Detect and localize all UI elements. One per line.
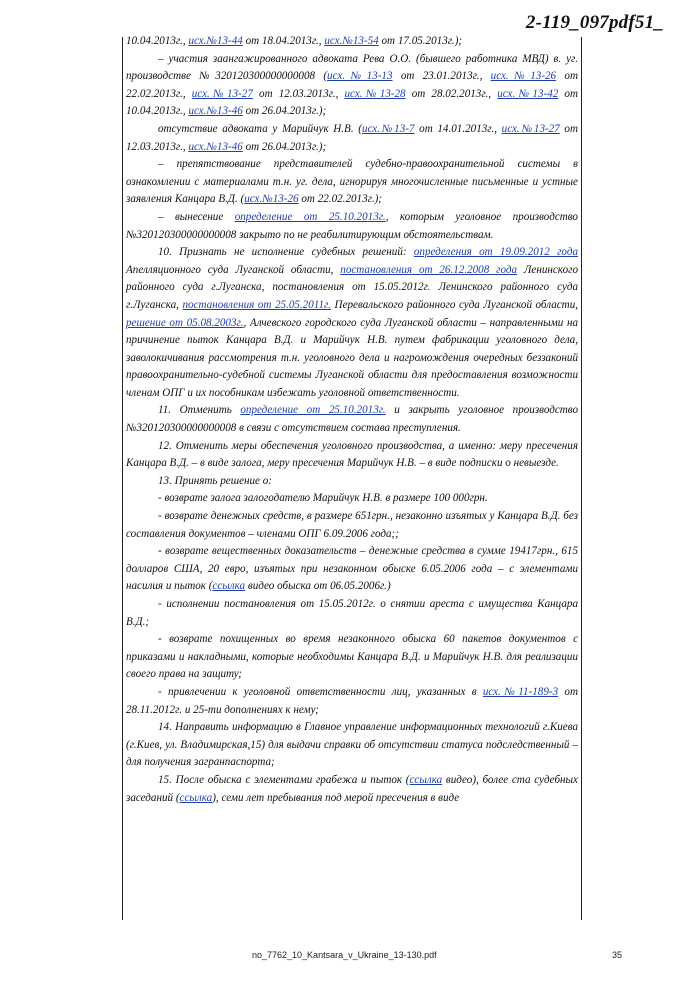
reference-link[interactable]: исх.№13-26	[244, 193, 299, 206]
paragraph	[126, 490, 578, 508]
reference-link[interactable]: исх.№13-46	[188, 140, 243, 153]
footer-page-number: 35	[612, 950, 623, 960]
paragraph-text: от 22.02.2013г.,	[126, 70, 578, 100]
reference-link[interactable]: исх.№13-54	[324, 35, 379, 47]
paragraph	[126, 438, 578, 473]
paragraph-text: - возврате вещественных доказательств – денежные средства в сумме 19417грн., 615 долларов США, 20 евро, изъятых при незаконном обыске 6.05.2006 года – с элементами насилия и пыток (	[126, 545, 578, 593]
reference-link[interactable]: постановления от 26.12.2008 года	[340, 263, 518, 276]
paragraph-text: - привлечении к уголовной ответственности лиц, указанных в	[158, 685, 483, 698]
reference-link[interactable]: исх.№13-27	[501, 122, 560, 135]
paragraph-text: от 18.04.2013г.,	[242, 35, 325, 47]
reference-link[interactable]: исх.№13-42	[497, 87, 559, 100]
paragraph-text: 10.04.2013г.,	[126, 35, 189, 47]
paragraph-text: 11. Отменить	[158, 404, 241, 417]
paragraph	[126, 543, 578, 596]
reference-link[interactable]: определение от 25.10.2013г.	[234, 210, 386, 223]
paragraph-text: 10. Признать не исполнение судебных решений:	[158, 246, 414, 259]
reference-link[interactable]: исх.№13-13	[327, 70, 393, 83]
paragraph-text: от 10.04.2013г.,	[126, 87, 578, 118]
paragraph-text: 14. Направить информацию в Главное управление информационных технологий г.Киева (г.Киев, ул. Владимирская,15) для выдачи справки об отсутствии статуса подследственный – для получения загранпаспорта;	[126, 721, 578, 769]
paragraph-text: от 12.03.2013г.,	[252, 87, 345, 100]
paragraph-text: , которым уголовное производство №320120300000000008 закрыто по не реабилитирующим обстоятельствам.	[126, 210, 578, 241]
reference-link[interactable]: постановления от 25.05.2011г.	[182, 298, 332, 311]
paragraph	[126, 596, 578, 631]
paragraph	[126, 631, 578, 684]
paragraph-text: - исполнении постановления от 15.05.2012г. о снятии ареста с имущества Канцара В.Д.;	[126, 598, 578, 628]
paragraph-text: - возврате залога залогодателю Марийчук Н.В. в размере 100 000грн.	[158, 492, 488, 505]
paragraph-text: – вынесение	[158, 210, 235, 223]
reference-link[interactable]: исх.№13-28	[344, 87, 406, 100]
paragraph	[126, 244, 578, 402]
reference-link[interactable]: ссылка	[409, 773, 443, 786]
paragraph-text: - возврате денежных средств, в размере 651грн., незаконно изъятых у Канцара В.Д. без составления документов – членами ОПГ 6.09.2006 года;;	[126, 510, 578, 540]
paragraph-text: – препятствование представителей судебно-правоохранительной системы в ознакомлении с материалами т.н. уг. дела, игнорируя многочисленные письменные и устные заявления Канцара В.Д. (	[126, 158, 578, 206]
paragraph	[126, 473, 578, 491]
paragraph	[126, 719, 578, 772]
paragraph-text: от 12.03.2013г.,	[126, 122, 578, 153]
paragraph-text: 12. Отменить меры обеспечения уголовного производства, а именно: меру пресечения Канцара В.Д. – в виде залога, меру пресечения Марийчук Н.В. – в виде подписки о невыезде.	[126, 439, 578, 470]
paragraph-text: от 26.04.2013г.);	[242, 140, 327, 153]
paragraph-text: отсутствие адвоката у Марийчук Н.В. (	[158, 122, 362, 135]
paragraph-text: 13. Принять решение о:	[158, 474, 272, 487]
paragraph-text: от 28.11.2012г. и 25-ти дополнениях к нему;	[126, 685, 578, 716]
paragraph-text: от 22.02.2013г.);	[298, 193, 382, 206]
reference-link[interactable]: исх.№13-7	[361, 122, 415, 135]
paragraph	[126, 51, 578, 121]
paragraph-text: ), семи лет пребывания под мерой пресечения в виде	[212, 791, 460, 804]
document-body	[126, 33, 578, 807]
paragraph-text: от 17.05.2013г.);	[378, 35, 463, 47]
reference-link[interactable]: исх.№11-189-3	[482, 685, 559, 698]
paragraph-text: - возврате похищенных во время незаконного обыска 60 пакетов документов с приказами и накладными, которые необходимы Канцара В.Д. и Марийчук Н.В. для реализации своего права на защиту;	[126, 633, 578, 681]
paragraph-text: от 14.01.2013г.,	[414, 122, 502, 135]
paragraph-text: Апелляционного суда Луганской области,	[126, 263, 341, 276]
paragraph-text: видео обыска от 06.05.2006г.)	[245, 580, 391, 593]
paragraph	[126, 209, 578, 244]
paragraph	[126, 684, 578, 719]
reference-link[interactable]: исх.№13-27	[191, 87, 253, 100]
paragraph	[126, 156, 578, 209]
paragraph-text: от 26.04.2013г.);	[242, 105, 327, 118]
paragraph	[126, 508, 578, 543]
reference-link[interactable]: ссылка	[212, 580, 246, 593]
paragraph-text: от 28.02.2013г.,	[405, 87, 498, 100]
reference-link[interactable]: определения от 19.09.2012 года	[413, 246, 578, 259]
reference-link[interactable]: исх.№13-44	[188, 35, 243, 47]
paragraph-text: Ленинского районного суда г.Луганска, постановления от 15.05.2012г. Ленинского районного суда г.Луганска,	[126, 263, 578, 311]
paragraph	[126, 121, 578, 156]
paragraph	[126, 772, 578, 807]
paragraph-text: , Алчевского городского суда Луганской области – направленными на причинение пыток Канцара В.Д. и Марийчук Н.В. путем фабрикации уголовного дела, заволокичивания рассмотрения т.н. уголовного дела и нагромождения очередных беззаконий правоохранительно-судебной системы Луганской области для предоставления возможности членам ОПГ и их пособникам избежать уголовной ответственности.	[126, 316, 579, 399]
paragraph-text: и закрыть уголовное производство №320120300000000008 в связи с отсутствием состава преступления.	[126, 404, 578, 435]
reference-link[interactable]: исх.№13-46	[188, 105, 243, 118]
reference-link[interactable]: ссылка	[179, 791, 213, 804]
paragraph-text: от 23.01.2013г.,	[392, 70, 491, 83]
footer-filename: no_7762_10_Kantsara_v_Ukraine_13-130.pdf	[252, 950, 437, 960]
paragraph-text: – участия заангажированного адвоката Рева О.О. (бывшего работника МВД) в. уг. производстве №320120300000000008 (	[126, 52, 578, 83]
paragraph-text: Перевальского районного суда Луганской области,	[331, 298, 579, 311]
paragraph-text: 15. После обыска с элементами грабежа и пыток (	[158, 773, 410, 786]
paragraph	[126, 402, 578, 437]
paragraph-text: видео), более ста судебных заседаний (	[126, 773, 578, 804]
document-id-stamp: 2-119_097pdf51_	[525, 12, 664, 33]
reference-link[interactable]: исх.№13-26	[490, 70, 557, 83]
reference-link[interactable]: решение от 05.08.2003г.	[126, 316, 244, 329]
reference-link[interactable]: определение от 25.10.2013г.	[240, 404, 386, 417]
paragraph	[126, 33, 578, 51]
